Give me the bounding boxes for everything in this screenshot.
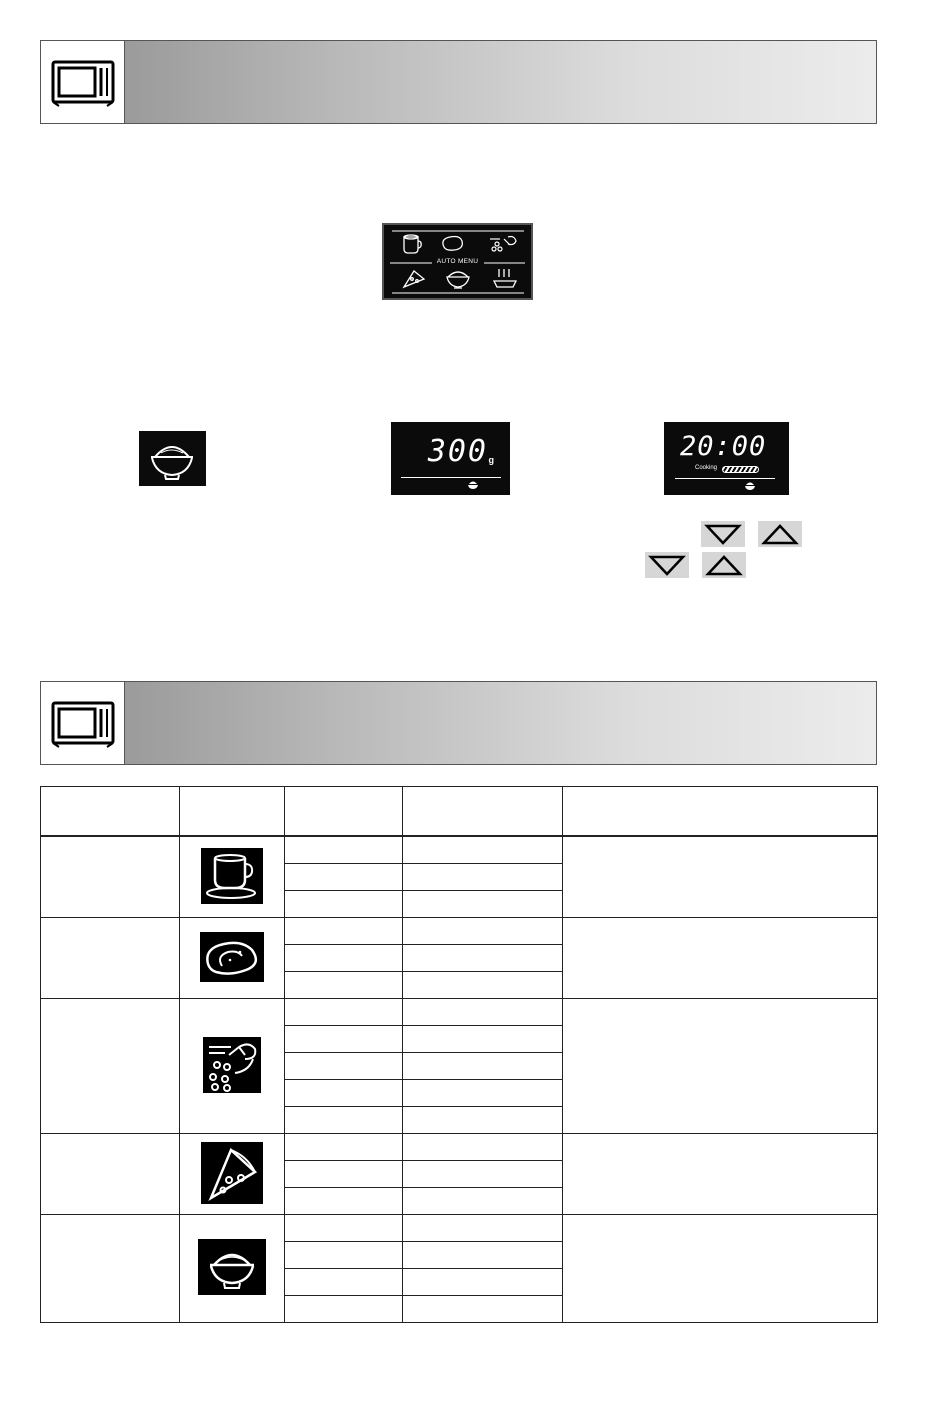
menu-icon-cell — [180, 836, 285, 918]
weight-cell — [285, 1134, 403, 1161]
weight-cell — [285, 1053, 403, 1080]
weight-cell — [285, 1026, 403, 1053]
weight-cell — [285, 999, 403, 1026]
table-row — [41, 1215, 878, 1242]
time-cell — [403, 891, 563, 918]
weight-cell — [285, 1296, 403, 1323]
cooking-display — [664, 422, 789, 495]
menu-icon-cell — [180, 1134, 285, 1215]
auto-menu-label: AUTO MENU — [436, 258, 479, 265]
time-cell — [403, 1107, 563, 1134]
weight-cell — [285, 1161, 403, 1188]
weight-cell — [285, 918, 403, 945]
beverage-icon — [201, 848, 263, 904]
menu-name-cell — [41, 836, 180, 918]
instructions-cell — [563, 1134, 878, 1215]
display-divider — [675, 478, 775, 479]
display-divider — [401, 477, 501, 478]
menu-name-cell — [41, 1134, 180, 1215]
instructions-cell — [563, 836, 878, 918]
frozen-vegetables-icon — [203, 1037, 261, 1093]
table-header-row — [41, 787, 878, 837]
time-cell — [403, 1242, 563, 1269]
weight-cell — [285, 1080, 403, 1107]
time-cell — [403, 972, 563, 999]
up-arrow-icon[interactable] — [702, 552, 746, 578]
table-header-cell — [403, 787, 563, 837]
menu-name-cell — [41, 999, 180, 1134]
frozen-vegetables-icon[interactable] — [490, 237, 516, 252]
down-arrow-icon[interactable] — [645, 552, 689, 578]
time-cell — [403, 1269, 563, 1296]
microwave-icon — [41, 41, 125, 123]
table-row — [41, 836, 878, 864]
menu-name-cell — [41, 918, 180, 999]
microwave-icon — [41, 682, 125, 764]
section-header-banner — [40, 40, 877, 124]
table-header-cell — [180, 787, 285, 837]
table-header-cell — [41, 787, 180, 837]
weight-cell — [285, 864, 403, 891]
section-header-banner — [40, 681, 877, 765]
weight-cell — [285, 891, 403, 918]
instructions-cell — [563, 999, 878, 1134]
pizza-icon[interactable] — [404, 271, 424, 287]
weight-cell — [285, 836, 403, 864]
time-cell — [403, 836, 563, 864]
instructions-cell — [563, 918, 878, 999]
weight-cell — [285, 1242, 403, 1269]
down-arrow-icon[interactable] — [701, 521, 745, 547]
table-header-cell — [563, 787, 878, 837]
time-cell — [403, 918, 563, 945]
time-cell — [403, 1188, 563, 1215]
time-cell — [403, 1296, 563, 1323]
weight-value: 300 — [427, 434, 488, 469]
cooking-time: 20:00 — [680, 431, 767, 462]
table-row — [41, 918, 878, 945]
time-cell — [403, 1161, 563, 1188]
rice-icon — [198, 1239, 266, 1295]
weight-cell — [285, 945, 403, 972]
time-cell — [403, 864, 563, 891]
cooking-status: Cooking — [695, 465, 718, 471]
potato-icon[interactable] — [443, 237, 462, 251]
time-cell — [403, 1134, 563, 1161]
pizza-icon — [201, 1142, 263, 1204]
auto-menu-table — [40, 786, 878, 1323]
rice-icon-display — [139, 431, 206, 486]
time-cell — [403, 999, 563, 1026]
weight-cell — [285, 1215, 403, 1242]
weight-cell — [285, 1269, 403, 1296]
rice-indicator-icon — [744, 481, 756, 491]
soup-icon[interactable] — [494, 269, 516, 287]
instructions-cell — [563, 1215, 878, 1323]
rice-icon — [139, 431, 206, 486]
rice-icon[interactable] — [447, 272, 469, 288]
table-row — [41, 1134, 878, 1161]
time-cell — [403, 1026, 563, 1053]
table-row — [41, 999, 878, 1026]
menu-icon-cell — [180, 918, 285, 999]
weight-cell — [285, 972, 403, 999]
rice-indicator-icon — [467, 480, 479, 490]
weight-unit: g — [488, 455, 494, 465]
weight-cell — [285, 1107, 403, 1134]
auto-menu-panel — [382, 223, 533, 300]
cooking-progress-bar — [722, 466, 759, 473]
weight-cell — [285, 1188, 403, 1215]
time-cell — [403, 945, 563, 972]
time-cell — [403, 1053, 563, 1080]
weight-display — [391, 422, 510, 495]
menu-icon-cell — [180, 1215, 285, 1323]
time-cell — [403, 1215, 563, 1242]
menu-icon-cell — [180, 999, 285, 1134]
up-arrow-icon[interactable] — [758, 521, 802, 547]
table-header-cell — [285, 787, 403, 837]
potato-icon — [200, 932, 264, 982]
menu-name-cell — [41, 1215, 180, 1323]
beverage-icon[interactable] — [404, 235, 421, 253]
time-cell — [403, 1080, 563, 1107]
